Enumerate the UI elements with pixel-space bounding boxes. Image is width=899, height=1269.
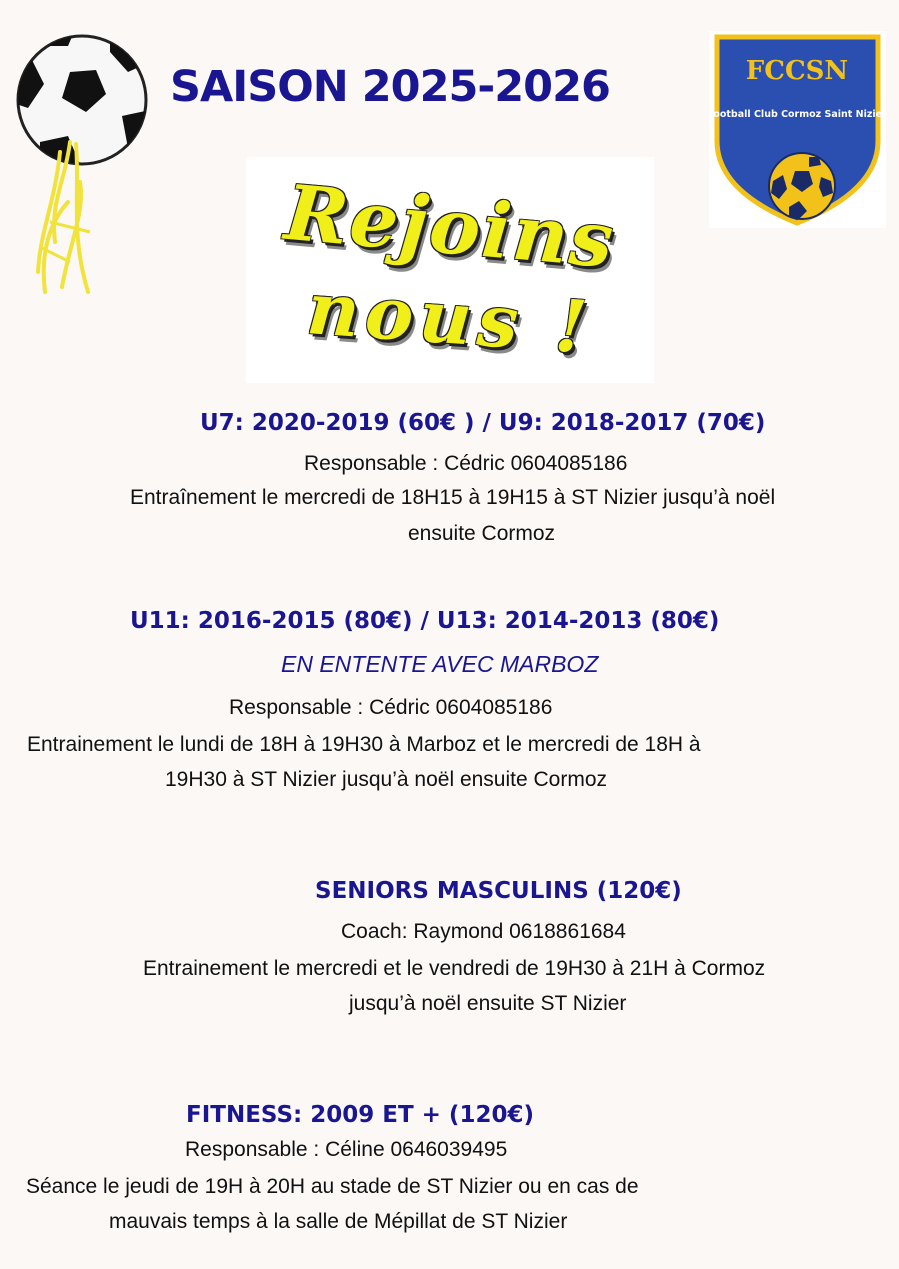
section-heading-fitness: FITNESS: 2009 ET + (120€) [186, 1102, 534, 1128]
section-responsable: Responsable : Céline 0646039495 [185, 1138, 508, 1161]
section-schedule-line: Entrainement le mercredi et le vendredi de 19H30 à 21H à Cormoz [143, 957, 766, 980]
season-title: SAISON 2025-2026 [170, 62, 610, 112]
section-heading-u11-u13: U11: 2016-2015 (80€) / U13: 2014-2013 (80€) [130, 608, 720, 634]
join-us-banner [246, 157, 654, 383]
section-schedule-line: mauvais temps à la salle de Mépillat de ST Nizier [109, 1210, 568, 1233]
section-schedule-line: Entrainement le lundi de 18H à 19H30 à Marboz et le mercredi de 18H à [27, 733, 701, 756]
banner-line-1: Rejoins [281, 167, 619, 286]
section-responsable: Responsable : Cédric 0604085186 [229, 696, 553, 719]
banner-line-2: nous ! [304, 265, 596, 370]
soccer-ball-icon [10, 32, 160, 312]
logo-acronym: FCCSN [745, 56, 849, 86]
section-schedule-line: 19H30 à ST Nizier jusqu’à noël ensuite Cormoz [165, 768, 608, 791]
section-responsable: Coach: Raymond 0618861684 [341, 920, 626, 943]
section-schedule-line: jusqu’à noël ensuite ST Nizier [349, 992, 627, 1015]
section-heading-u7-u9: U7: 2020-2019 (60€ ) / U9: 2018-2017 (70€) [200, 410, 766, 436]
section-schedule-line: ensuite Cormoz [408, 522, 556, 545]
section-responsable: Responsable : Cédric 0604085186 [304, 452, 628, 475]
section-subheading: EN ENTENTE AVEC MARBOZ [281, 651, 599, 677]
section-schedule-line: Séance le jeudi de 19H à 20H au stade de ST Nizier ou en cas de [26, 1175, 639, 1198]
section-schedule-line: Entraînement le mercredi de 18H15 à 19H15 à ST Nizier jusqu’à noël [130, 486, 776, 509]
logo-fullname: Football Club Cormoz Saint Nizier [709, 109, 886, 120]
section-heading-seniors: SENIORS MASCULINS (120€) [315, 878, 682, 904]
club-logo [709, 31, 886, 228]
